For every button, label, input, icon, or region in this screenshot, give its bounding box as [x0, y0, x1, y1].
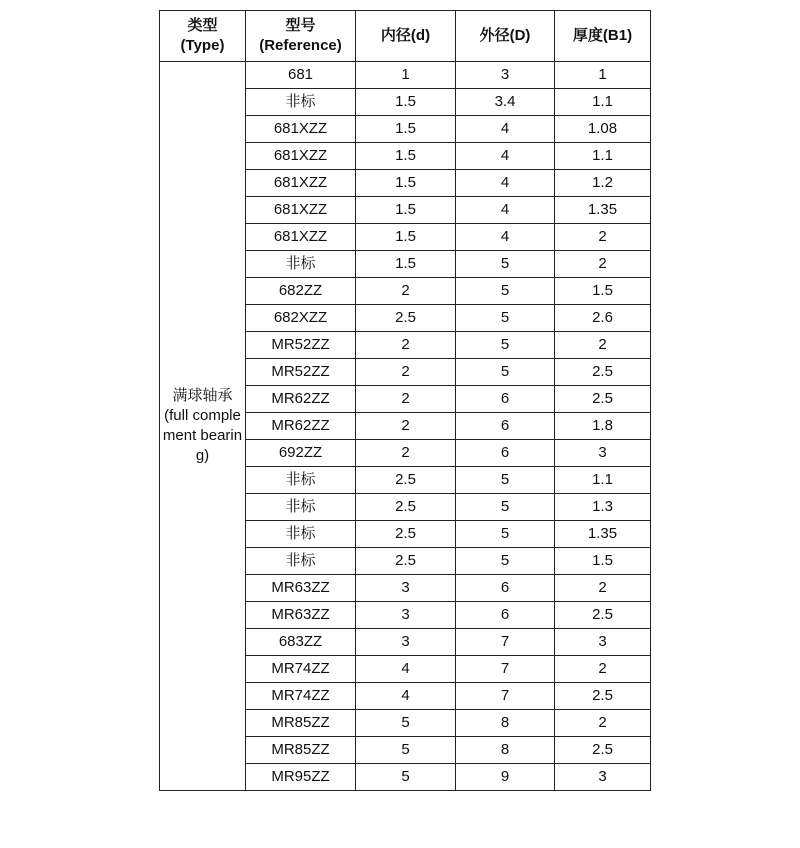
inner-diameter-cell: 2.5 — [356, 305, 456, 332]
inner-diameter-cell: 1 — [356, 62, 456, 89]
inner-diameter-cell: 2.5 — [356, 548, 456, 575]
inner-diameter-cell: 5 — [356, 710, 456, 737]
reference-cell: MR74ZZ — [246, 683, 356, 710]
inner-diameter-cell: 2 — [356, 440, 456, 467]
outer-diameter-cell: 8 — [456, 737, 555, 764]
reference-cell: MR74ZZ — [246, 656, 356, 683]
inner-diameter-cell: 2.5 — [356, 494, 456, 521]
thickness-cell: 1.5 — [555, 548, 651, 575]
table-row — [160, 62, 651, 89]
thickness-cell: 2.6 — [555, 305, 651, 332]
thickness-cell: 3 — [555, 440, 651, 467]
header-reference-en: (Reference) — [259, 37, 342, 54]
inner-diameter-cell: 1.5 — [356, 89, 456, 116]
header-type-en: (Type) — [180, 37, 225, 54]
inner-diameter-cell: 3 — [356, 575, 456, 602]
inner-diameter-cell: 2 — [356, 413, 456, 440]
outer-diameter-cell: 4 — [456, 197, 555, 224]
inner-diameter-cell: 1.5 — [356, 224, 456, 251]
outer-diameter-cell: 7 — [456, 656, 555, 683]
thickness-cell: 2 — [555, 224, 651, 251]
thickness-cell: 2.5 — [555, 683, 651, 710]
reference-cell: MR63ZZ — [246, 575, 356, 602]
header-type-cn: 类型 — [187, 17, 218, 34]
outer-diameter-cell: 5 — [456, 548, 555, 575]
reference-cell: MR63ZZ — [246, 602, 356, 629]
outer-diameter-cell: 3 — [456, 62, 555, 89]
outer-diameter-cell: 5 — [456, 494, 555, 521]
outer-diameter-cell: 7 — [456, 629, 555, 656]
inner-diameter-cell: 2.5 — [356, 467, 456, 494]
reference-cell: MR85ZZ — [246, 710, 356, 737]
inner-diameter-cell: 1.5 — [356, 170, 456, 197]
thickness-cell: 2 — [555, 710, 651, 737]
reference-cell: MR85ZZ — [246, 737, 356, 764]
reference-cell: 非标 — [246, 548, 356, 575]
type-label-en: (full complement bearing) — [162, 407, 243, 464]
inner-diameter-cell: 4 — [356, 683, 456, 710]
outer-diameter-cell: 5 — [456, 278, 555, 305]
inner-diameter-cell: 1.5 — [356, 143, 456, 170]
thickness-cell: 3 — [555, 629, 651, 656]
outer-diameter-cell: 4 — [456, 116, 555, 143]
reference-cell: 非标 — [246, 521, 356, 548]
outer-diameter-cell: 5 — [456, 305, 555, 332]
thickness-cell: 1.5 — [555, 278, 651, 305]
reference-cell: MR62ZZ — [246, 386, 356, 413]
outer-diameter-cell: 5 — [456, 332, 555, 359]
reference-cell: 681XZZ — [246, 116, 356, 143]
thickness-cell: 2.5 — [555, 359, 651, 386]
reference-cell: 681XZZ — [246, 224, 356, 251]
thickness-cell: 2.5 — [555, 602, 651, 629]
outer-diameter-cell: 4 — [456, 224, 555, 251]
thickness-cell: 2 — [555, 575, 651, 602]
inner-diameter-cell: 5 — [356, 764, 456, 791]
thickness-cell: 2 — [555, 251, 651, 278]
outer-diameter-cell: 6 — [456, 440, 555, 467]
outer-diameter-cell: 9 — [456, 764, 555, 791]
thickness-cell: 2.5 — [555, 737, 651, 764]
inner-diameter-cell: 1.5 — [356, 251, 456, 278]
outer-diameter-cell: 3.4 — [456, 89, 555, 116]
outer-diameter-cell: 5 — [456, 521, 555, 548]
inner-diameter-cell: 2 — [356, 278, 456, 305]
thickness-cell: 1.3 — [555, 494, 651, 521]
reference-cell: 692ZZ — [246, 440, 356, 467]
reference-cell: MR52ZZ — [246, 332, 356, 359]
thickness-cell: 2.5 — [555, 386, 651, 413]
reference-cell: 683ZZ — [246, 629, 356, 656]
thickness-cell: 1.2 — [555, 170, 651, 197]
thickness-cell: 2 — [555, 656, 651, 683]
inner-diameter-cell: 2 — [356, 386, 456, 413]
header-row — [160, 11, 651, 62]
outer-diameter-cell: 5 — [456, 359, 555, 386]
outer-diameter-cell: 4 — [456, 170, 555, 197]
thickness-cell: 1.08 — [555, 116, 651, 143]
type-cell — [160, 62, 246, 791]
thickness-cell: 1.1 — [555, 143, 651, 170]
reference-cell: MR52ZZ — [246, 359, 356, 386]
inner-diameter-cell: 1.5 — [356, 116, 456, 143]
outer-diameter-cell: 7 — [456, 683, 555, 710]
inner-diameter-cell: 3 — [356, 629, 456, 656]
table-body — [160, 62, 651, 791]
reference-cell: MR62ZZ — [246, 413, 356, 440]
thickness-cell: 3 — [555, 764, 651, 791]
header-inner-diameter: 内径(d) — [356, 11, 456, 62]
reference-cell: 681XZZ — [246, 197, 356, 224]
thickness-cell: 1.1 — [555, 89, 651, 116]
reference-cell: 非标 — [246, 494, 356, 521]
reference-cell: 非标 — [246, 89, 356, 116]
inner-diameter-cell: 2 — [356, 332, 456, 359]
header-reference — [246, 11, 356, 62]
thickness-cell: 1.8 — [555, 413, 651, 440]
outer-diameter-cell: 6 — [456, 602, 555, 629]
reference-cell: 非标 — [246, 467, 356, 494]
reference-cell: 非标 — [246, 251, 356, 278]
outer-diameter-cell: 6 — [456, 413, 555, 440]
outer-diameter-cell: 4 — [456, 143, 555, 170]
inner-diameter-cell: 1.5 — [356, 197, 456, 224]
thickness-cell: 1.1 — [555, 467, 651, 494]
type-label-cn: 满球轴承 — [172, 387, 233, 404]
outer-diameter-cell: 5 — [456, 251, 555, 278]
reference-cell: 681XZZ — [246, 143, 356, 170]
inner-diameter-cell: 2.5 — [356, 521, 456, 548]
reference-cell: 682XZZ — [246, 305, 356, 332]
thickness-cell: 1.35 — [555, 197, 651, 224]
inner-diameter-cell: 4 — [356, 656, 456, 683]
outer-diameter-cell: 5 — [456, 467, 555, 494]
bearing-spec-table — [159, 10, 651, 791]
reference-cell: 681XZZ — [246, 170, 356, 197]
reference-cell: 682ZZ — [246, 278, 356, 305]
outer-diameter-cell: 6 — [456, 575, 555, 602]
header-type — [160, 11, 246, 62]
outer-diameter-cell: 8 — [456, 710, 555, 737]
reference-cell: 681 — [246, 62, 356, 89]
thickness-cell: 2 — [555, 332, 651, 359]
thickness-cell: 1 — [555, 62, 651, 89]
header-outer-diameter: 外径(D) — [456, 11, 555, 62]
inner-diameter-cell: 2 — [356, 359, 456, 386]
header-thickness: 厚度(B1) — [555, 11, 651, 62]
inner-diameter-cell: 5 — [356, 737, 456, 764]
reference-cell: MR95ZZ — [246, 764, 356, 791]
thickness-cell: 1.35 — [555, 521, 651, 548]
header-reference-cn: 型号 — [285, 17, 316, 34]
inner-diameter-cell: 3 — [356, 602, 456, 629]
bearing-spec-table-container — [159, 10, 651, 791]
outer-diameter-cell: 6 — [456, 386, 555, 413]
